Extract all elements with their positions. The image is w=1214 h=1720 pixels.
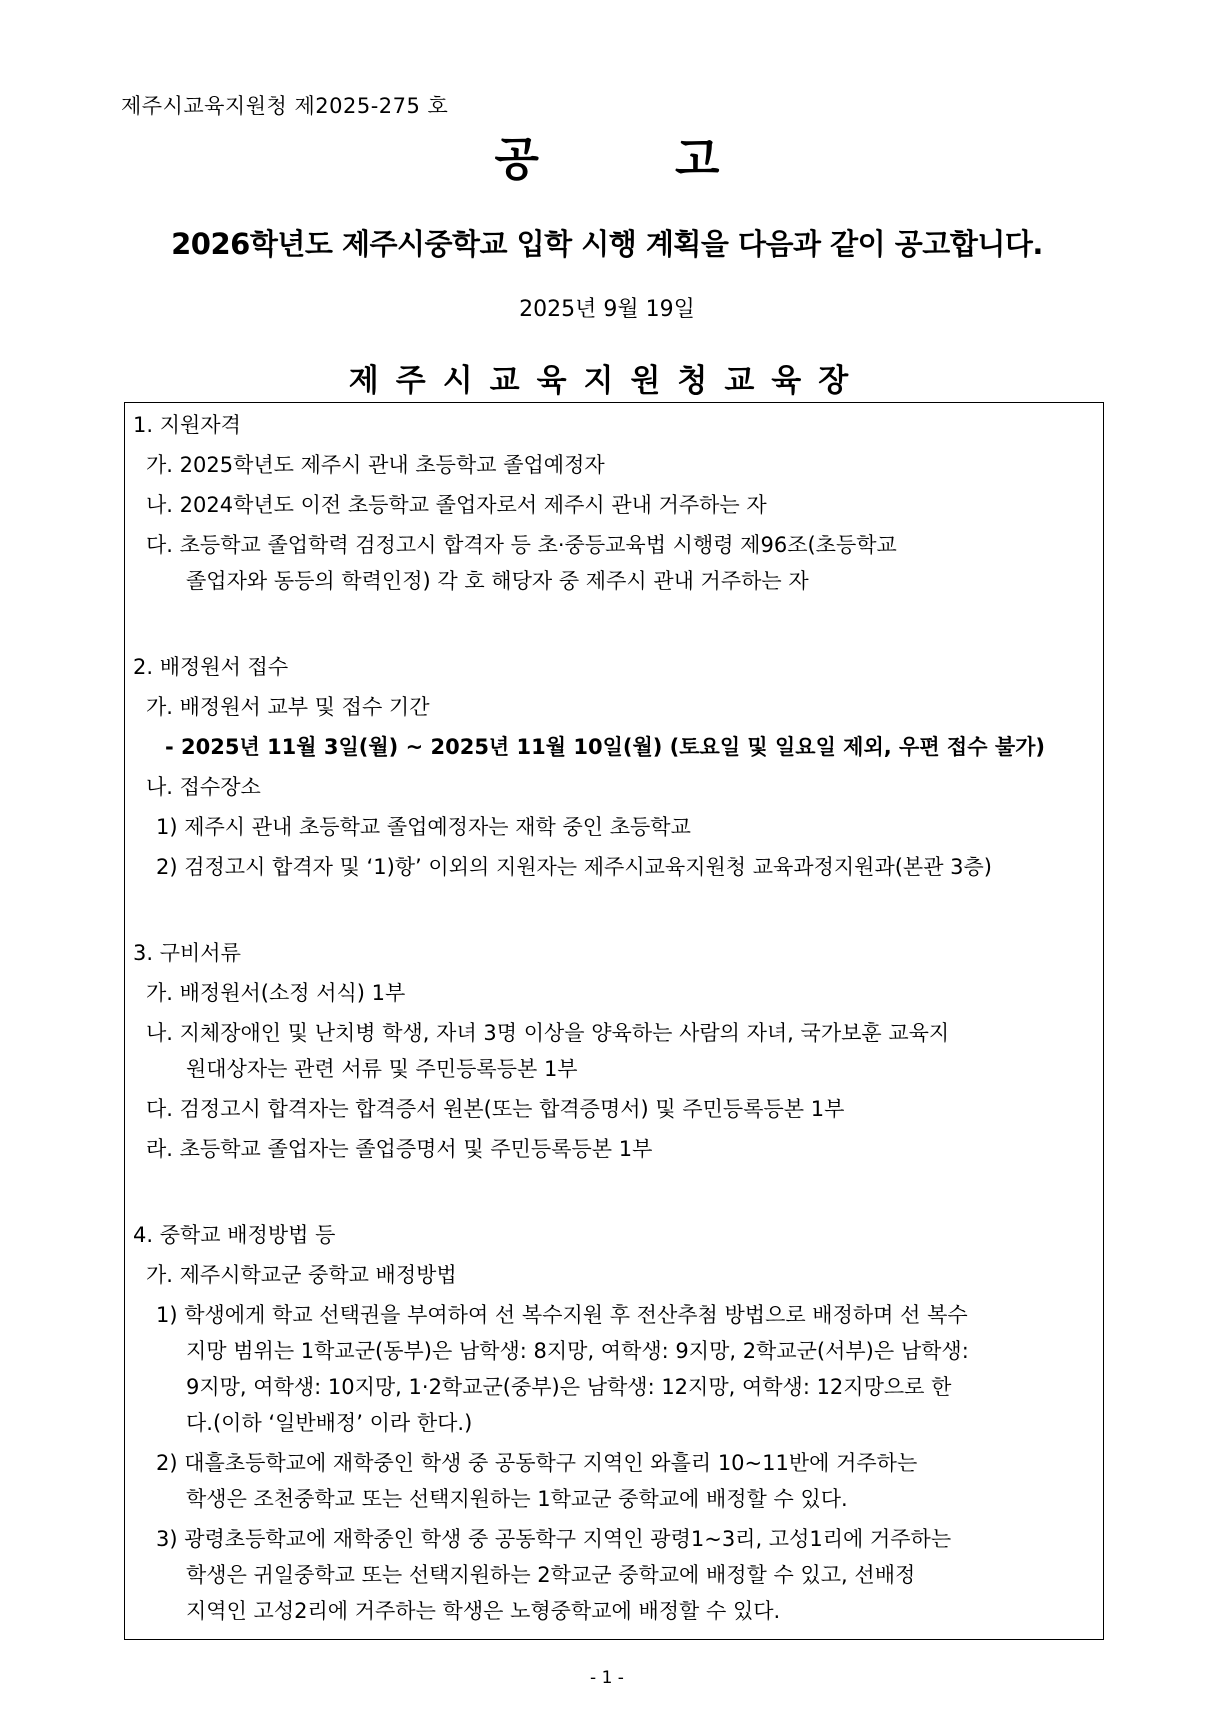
announcement-date: 2025년 9월 19일 — [519, 297, 695, 322]
section-4-item-a: 가. 제주시학교군 중학교 배정방법 — [146, 1263, 457, 1287]
section-3-item-d: 라. 초등학교 졸업자는 졸업증명서 및 주민등록등본 1부 — [146, 1137, 653, 1161]
section-2-item-b1: 1) 제주시 관내 초등학교 졸업예정자는 재학 중인 초등학교 — [156, 815, 691, 839]
section-4-heading: 4. 중학교 배정방법 등 — [133, 1223, 336, 1247]
section-1-item-a: 가. 2025학년도 제주시 관내 초등학교 졸업예정자 — [146, 453, 605, 477]
section-3-item-b-line2: 원대상자는 관련 서류 및 주민등록등본 1부 — [186, 1057, 578, 1081]
section-1-heading: 1. 지원자격 — [133, 413, 241, 437]
announcement-content-box — [124, 402, 1104, 1640]
section-1-item-c-line2: 졸업자와 동등의 학력인정) 각 호 해당자 중 제주시 관내 거주하는 자 — [186, 569, 809, 593]
section-3-heading: 3. 구비서류 — [133, 941, 241, 965]
section-2-heading: 2. 배정원서 접수 — [133, 655, 289, 679]
section-4-item-3-line2: 학생은 귀일중학교 또는 선택지원하는 2학교군 중학교에 배정할 수 있고, 선배정 — [186, 1563, 916, 1587]
page-number: - 1 - — [590, 1668, 624, 1688]
section-4-item-2-line1: 2) 대흘초등학교에 재학중인 학생 중 공동학구 지역인 와흘리 10~11반에 거주하는 — [156, 1451, 918, 1475]
document-title: 공 고 — [494, 132, 720, 186]
issuer-name: 제주시교육지원청교육장 — [348, 363, 866, 399]
section-2-item-b2: 2) 검정고시 합격자 및 ‘1)항’ 이외의 지원자는 제주시교육지원청 교육과정지원과(본관 3층) — [156, 855, 993, 879]
section-4-item-1-line3: 9지망, 여학생: 10지망, 1·2학교군(중부)은 남학생: 12지망, 여학생: 12지망으로 한 — [186, 1375, 952, 1399]
section-2-item-b: 나. 접수장소 — [146, 775, 261, 799]
document-number: 제주시교육지원청 제2025-275 호 — [121, 94, 449, 118]
section-2-period: - 2025년 11월 3일(월) ~ 2025년 11월 10일(월) (토요일 및 일요일 제외, 우편 접수 불가) — [165, 735, 1045, 759]
section-3-item-c: 다. 검정고시 합격자는 합격증서 원본(또는 합격증명서) 및 주민등록등본 1부 — [146, 1097, 845, 1121]
section-3-item-b-line1: 나. 지체장애인 및 난치병 학생, 자녀 3명 이상을 양육하는 사람의 자녀, 국가보훈 교육지 — [146, 1021, 950, 1045]
section-4-item-3-line1: 3) 광령초등학교에 재학중인 학생 중 공동학구 지역인 광령1~3리, 고성1리에 거주하는 — [156, 1527, 952, 1551]
section-4-item-1-line1: 1) 학생에게 학교 선택권을 부여하여 선 복수지원 후 전산추첨 방법으로 배정하며 선 복수 — [156, 1303, 968, 1327]
section-1-item-c-line1: 다. 초등학교 졸업학력 검정고시 합격자 등 초·중등교육법 시행령 제96조(초등학교 — [146, 533, 897, 557]
section-4-item-1-line2: 지망 범위는 1학교군(동부)은 남학생: 8지망, 여학생: 9지망, 2학교군(서부)은 남학생: — [186, 1339, 969, 1363]
section-4-item-3-line3: 지역인 고성2리에 거주하는 학생은 노형중학교에 배정할 수 있다. — [186, 1599, 781, 1623]
section-4-item-1-line4: 다.(이하 ‘일반배정’ 이라 한다.) — [186, 1411, 473, 1435]
announcement-subtitle: 2026학년도 제주시중학교 입학 시행 계획을 다음과 같이 공고합니다. — [171, 227, 1043, 261]
section-1-item-b: 나. 2024학년도 이전 초등학교 졸업자로서 제주시 관내 거주하는 자 — [146, 493, 767, 517]
section-3-item-a: 가. 배정원서(소정 서식) 1부 — [146, 981, 406, 1005]
section-4-item-2-line2: 학생은 조천중학교 또는 선택지원하는 1학교군 중학교에 배정할 수 있다. — [186, 1487, 848, 1511]
section-2-item-a: 가. 배정원서 교부 및 접수 기간 — [146, 695, 430, 719]
